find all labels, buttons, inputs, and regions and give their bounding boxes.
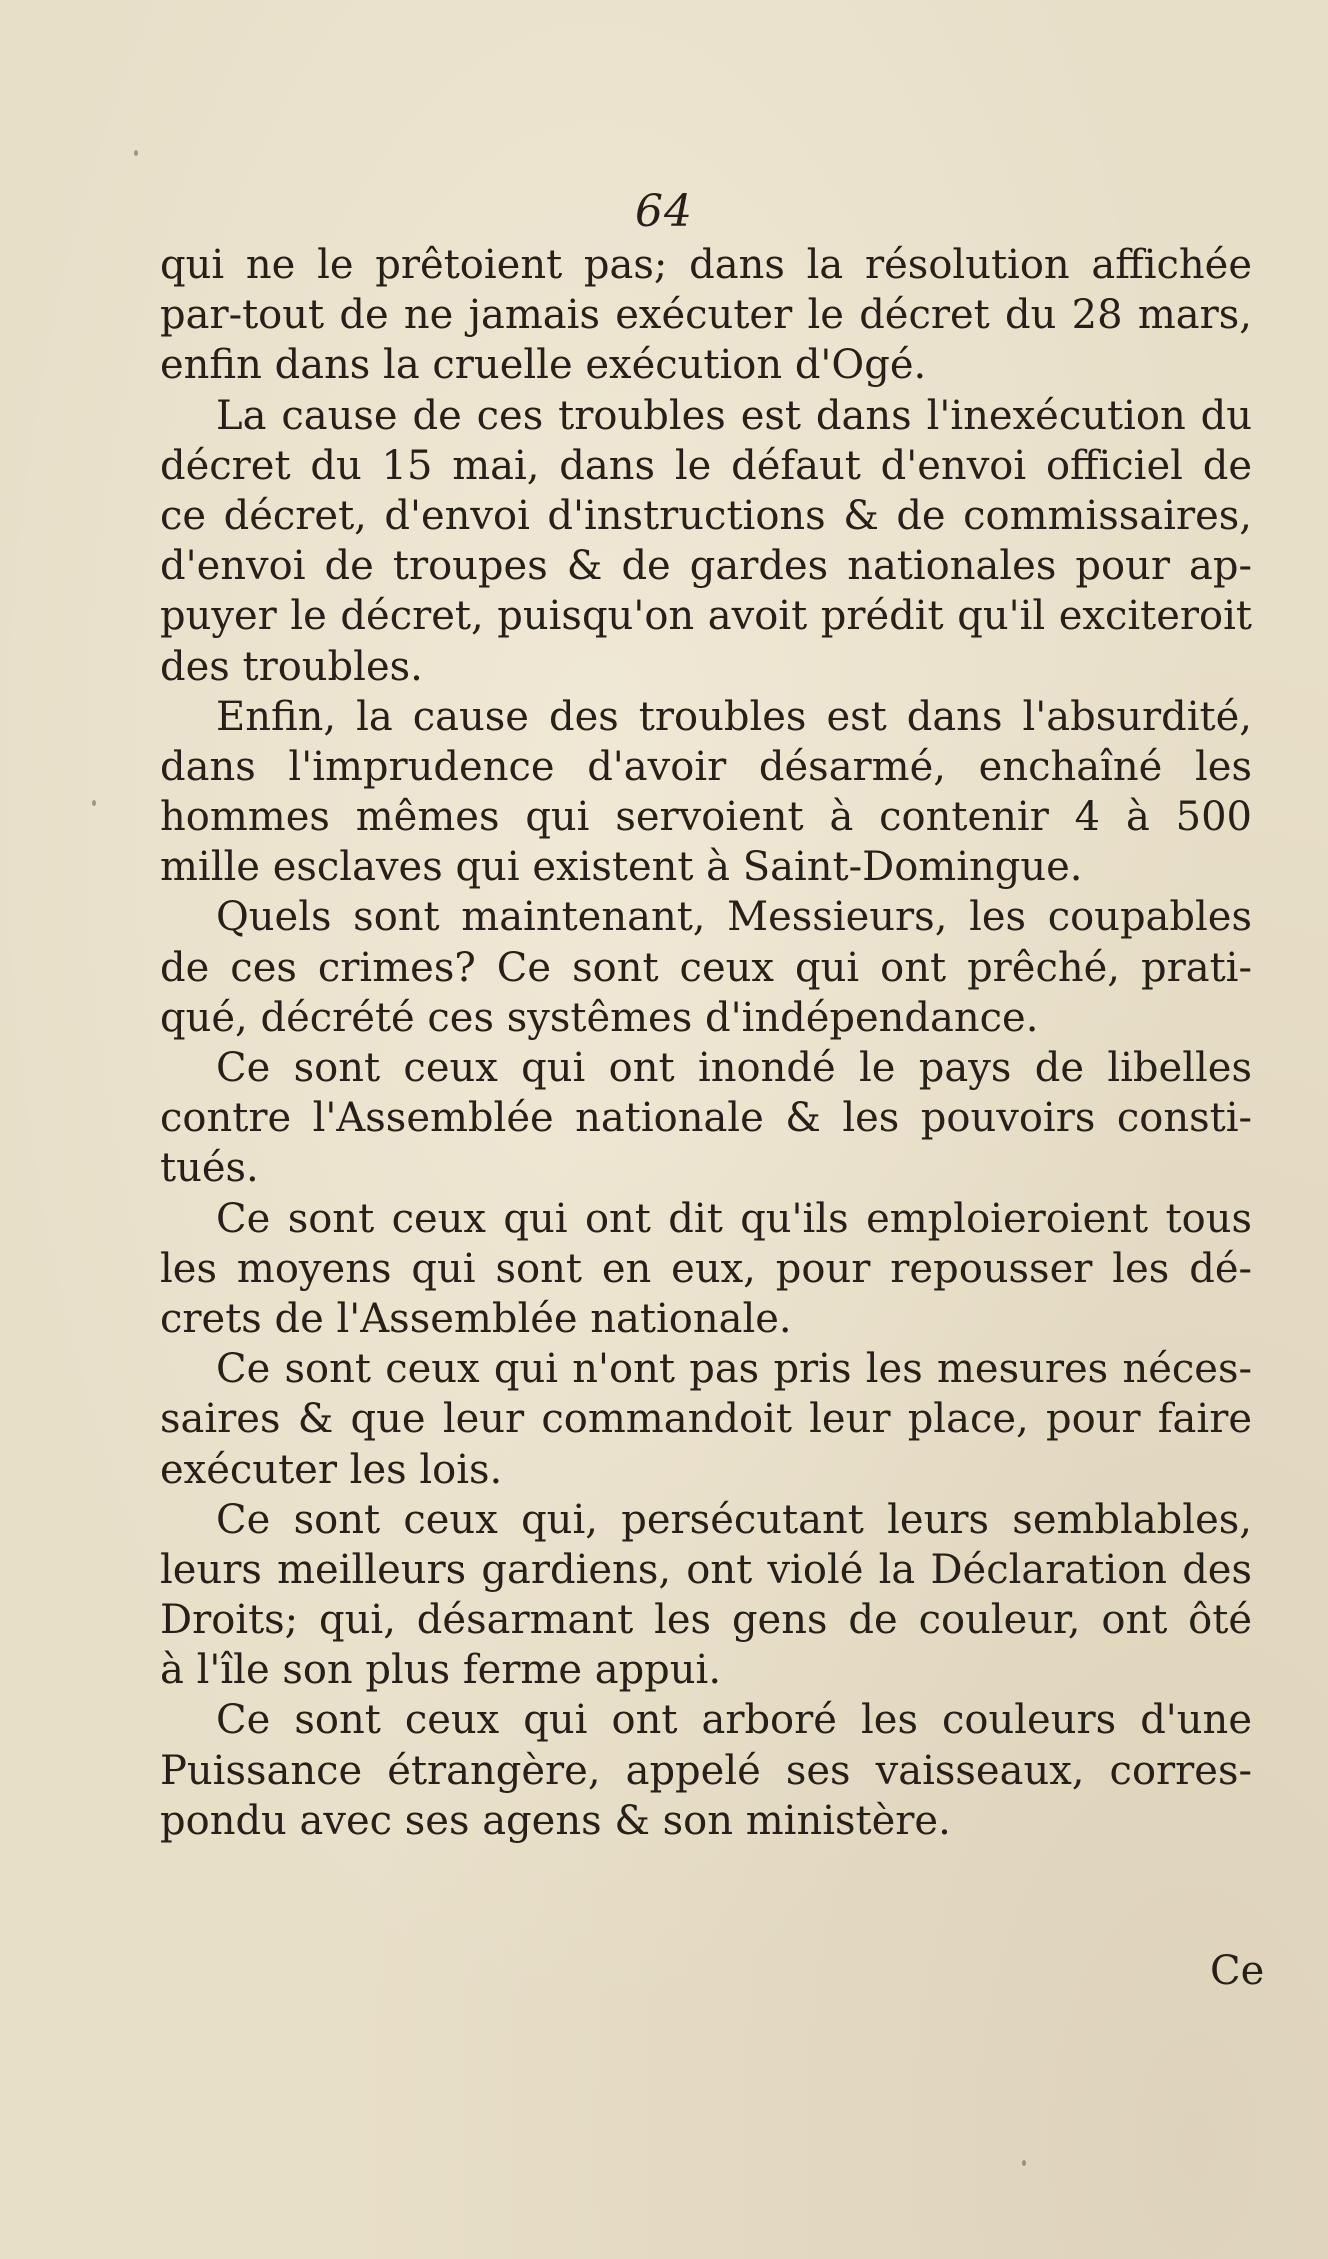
body-text (160, 240, 1252, 1846)
ink-speck (1022, 2160, 1026, 2166)
text-line: à l'île son plus ferme appui. (160, 1647, 722, 1694)
paragraph (160, 1043, 1252, 1194)
text-line: leurs meilleurs gardiens, ont violé la Déclaration des (160, 1546, 1252, 1593)
paragraph (160, 1495, 1252, 1696)
text-line: contre l'Assemblée nationale & les pouvoirs consti- (160, 1095, 1252, 1142)
paragraph (160, 692, 1252, 893)
paragraph (160, 1194, 1252, 1345)
text-line: Puissance étrangère, appelé ses vaisseaux, corres- (160, 1747, 1252, 1794)
text-line: des troubles. (160, 643, 423, 690)
text-line: d'envoi de troupes & de gardes nationales pour ap- (160, 543, 1252, 590)
text-line: saires & que leur commandoit leur place, pour faire (160, 1396, 1252, 1443)
text-line: Ce sont ceux qui ont arboré les couleurs d'une (216, 1697, 1252, 1744)
text-line: La cause de ces troubles est dans l'inexécution du (216, 392, 1252, 439)
text-line: crets de l'Assemblée nationale. (160, 1295, 792, 1342)
text-line: Quels sont maintenant, Messieurs, les coupables (216, 894, 1252, 941)
paragraph (160, 1695, 1252, 1846)
text-line: ce décret, d'envoi d'instructions & de commissaires, (160, 492, 1252, 539)
paragraph (160, 1344, 1252, 1495)
text-line: Enfin, la cause des troubles est dans l'absurdité, (216, 693, 1252, 740)
text-line: Ce sont ceux qui ont dit qu'ils emploieroient tous (216, 1195, 1252, 1242)
text-line: enfin dans la cruelle exécution d'Ogé. (160, 342, 927, 389)
page-number: 64 (635, 186, 693, 237)
paragraph (160, 240, 1252, 391)
text-line: les moyens qui sont en eux, pour repousser les dé- (160, 1245, 1252, 1292)
text-line: qui ne le prêtoient pas; dans la résolution affichée (160, 242, 1252, 288)
text-line: puyer le décret, puisqu'on avoit prédit qu'il exciteroit (160, 593, 1252, 640)
catchword: Ce (1210, 1948, 1265, 1994)
text-line: dans l'imprudence d'avoir désarmé, enchaîné les (160, 743, 1252, 790)
text-line: par-tout de ne jamais exécuter le décret du 28 mars, (160, 292, 1252, 339)
text-line: Ce sont ceux qui n'ont pas pris les mesures néces- (216, 1346, 1252, 1393)
text-line: pondu avec ses agens & son ministère. (160, 1797, 951, 1844)
text-line: qué, décrété ces systêmes d'indépendance. (160, 994, 1039, 1041)
paragraph (160, 892, 1252, 1043)
text-line: Droits; qui, désarmant les gens de couleur, ont ôté (160, 1597, 1252, 1644)
text-line: décret du 15 mai, dans le défaut d'envoi officiel de (160, 442, 1252, 489)
ink-speck (92, 800, 96, 806)
text-line: de ces crimes? Ce sont ceux qui ont prêché, prati- (160, 944, 1252, 991)
text-line: exécuter les lois. (160, 1446, 503, 1493)
text-line: hommes mêmes qui servoient à contenir 4 à 500 (160, 794, 1252, 841)
paragraph (160, 391, 1252, 692)
text-line: tués. (160, 1145, 259, 1192)
text-line: mille esclaves qui existent à Saint-Domingue. (160, 844, 1083, 891)
text-line: Ce sont ceux qui ont inondé le pays de libelles (216, 1045, 1252, 1091)
ink-speck (134, 150, 138, 156)
text-line: Ce sont ceux qui, persécutant leurs semblables, (216, 1496, 1252, 1543)
